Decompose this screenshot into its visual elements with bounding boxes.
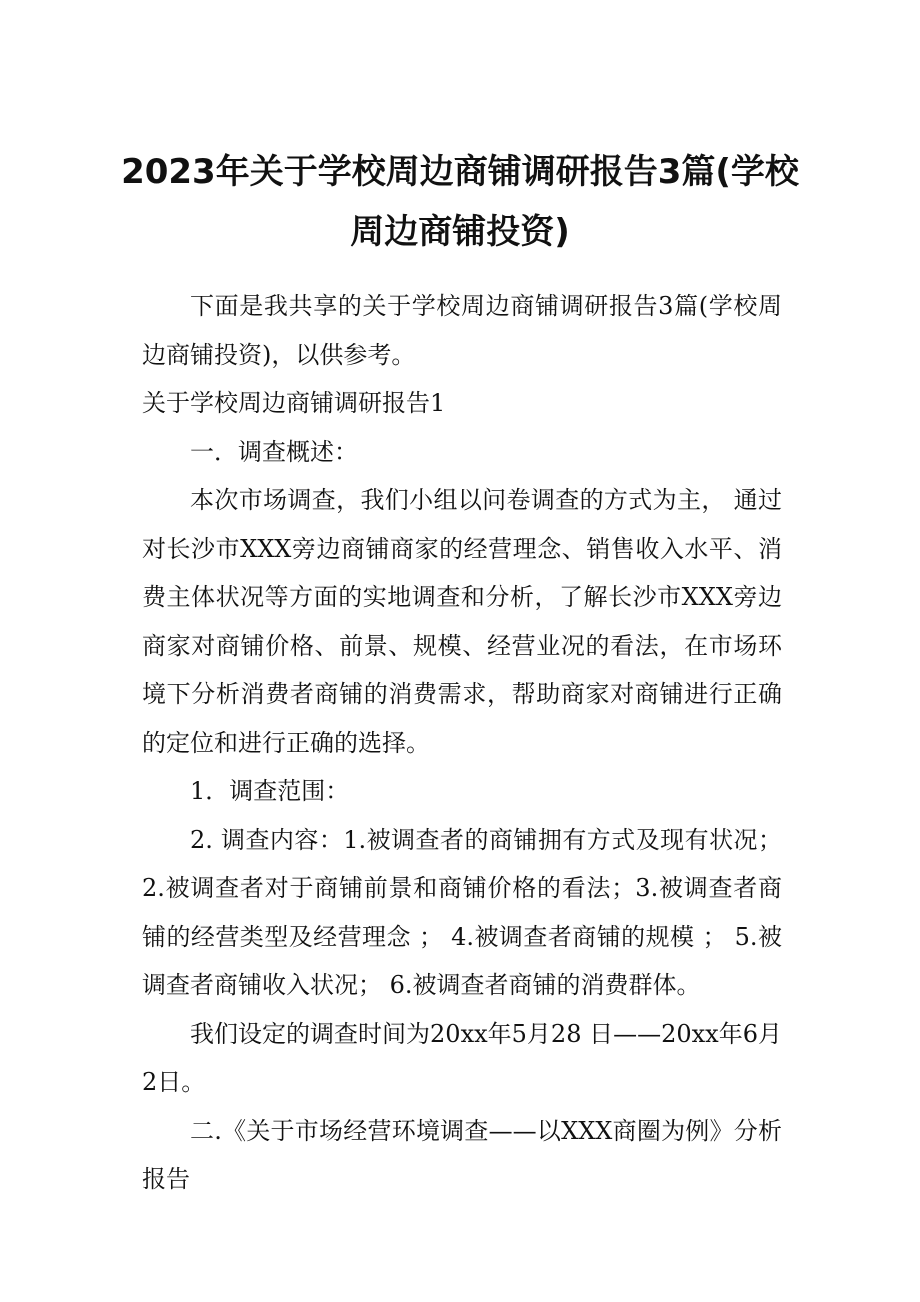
survey-scope: 1．调查范围： <box>190 777 350 805</box>
document-body <box>142 282 782 1204</box>
section-heading-analysis: 二.《关于市场经营环境调查——以XXX商圈为例》分析报告 <box>142 1116 782 1193</box>
section-heading-overview: 一．调查概述： <box>190 437 358 466</box>
overview-paragraph: 本次市场调查，我们小组以问卷调查的方式为主， 通过对长沙市XXX旁边商铺商家的经营理念、销售收入水平、消费主体状况等方面的实地调查和分析，了解长沙市XXX旁边商家对商铺价格、前景、规模、经营业况的看法，在市场环境下分析消费者商铺的消费需求，帮助商家对商铺进行正确的定位和进行正确的选择。 <box>142 486 782 757</box>
survey-content: 2. 调查内容：1.被调查者的商铺拥有方式及现有状况；2.被调查者对于商铺前景和商铺价格的看法；3.被调查者商铺的经营类型及经营理念 ； 4.被调查者商铺的规模 ； 5.被调查者商铺收入状况； 6.被调查者商铺的消费群体。 <box>142 825 782 999</box>
report-heading: 关于学校周边商铺调研报告1 <box>142 389 446 417</box>
document-title: 2023年关于学校周边商铺调研报告3篇(学校周边商铺投资) <box>121 152 799 252</box>
intro-paragraph: 下面是我共享的关于学校周边商铺调研报告3篇(学校周边商铺投资)，以供参考。 <box>142 292 782 369</box>
survey-time: 我们设定的调查时间为20xx年5月28 日——20xx年6月2日。 <box>142 1019 782 1096</box>
